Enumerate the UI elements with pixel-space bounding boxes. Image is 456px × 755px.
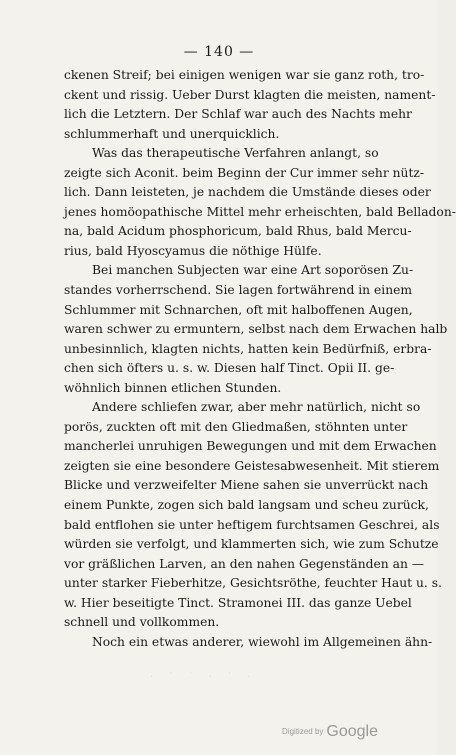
text-line: Blicke und verzweifelter Miene sahen sie unverrückt nach xyxy=(64,478,429,493)
text-line: chen sich öfters u. s. w. Diesen half Tinct. Opii II. ge- xyxy=(64,361,395,376)
text-line: wöhnlich binnen etlichen Stunden. xyxy=(64,380,282,395)
bleed-through-smudge: · ˙ ˙ · ˙ · xyxy=(150,672,257,683)
paragraph-start-line: Bei manchen Subjecten war eine Art soporösen Zu- xyxy=(92,263,414,278)
text-line: na, bald Acidum phosphoricum, bald Rhus, bald Mercu- xyxy=(64,224,412,239)
watermark-brand: Google xyxy=(326,723,378,740)
text-line: lich die Letztern. Der Schlaf war auch des Nachts mehr xyxy=(64,107,412,122)
text-line: unter starker Fieberhitze, Gesichtsröthe, feuchter Haut u. s. xyxy=(64,576,442,591)
paragraph-start-line: Andere schliefen zwar, aber mehr natürlich, nicht so xyxy=(92,400,421,415)
page-number: — 140 — xyxy=(183,44,255,60)
paragraph-start-line: Noch ein etwas anderer, wiewohl im Allgemeinen ähn- xyxy=(92,634,433,649)
text-line: unbesinnlich, klagten nichts, hatten kein Bedürfniß, erbra- xyxy=(64,341,432,356)
text-line: lich. Dann leisteten, je nachdem die Umstände dieses oder xyxy=(64,185,431,200)
text-line: vor gräßlichen Larven, an den nahen Gegenständen an — xyxy=(64,556,425,571)
text-line: waren schwer zu ermuntern, selbst nach dem Erwachen halb xyxy=(64,322,448,337)
text-line: standes vorherrschend. Sie lagen fortwährend in einem xyxy=(64,283,413,298)
text-line: Schlummer mit Schnarchen, oft mit halboffenen Augen, xyxy=(64,302,413,317)
text-line: porös, zuckten oft mit den Gliedmaßen, stöhnten unter xyxy=(64,419,408,434)
digitized-by-google-watermark xyxy=(282,723,378,741)
text-line: mancherlei unruhigen Bewegungen und mit dem Erwachen xyxy=(64,439,437,454)
text-line: ckent und rissig. Ueber Durst klagten die meisten, nament- xyxy=(64,87,436,102)
text-line: einem Punkte, zogen sich bald langsam und scheu zurück, xyxy=(64,498,429,513)
text-line: schlummerhaft und unerquicklich. xyxy=(64,126,280,141)
text-line: würden sie verfolgt, und klammerten sich, wie zum Schutze xyxy=(64,537,439,552)
body-text xyxy=(64,66,456,652)
text-line: jenes homöopathische Mittel mehr erheischten, bald Belladon- xyxy=(64,204,456,219)
watermark-prefix: Digitized by xyxy=(282,727,324,737)
text-line: zeigten sie eine besondere Geistesabwesenheit. Mit stierem xyxy=(64,458,440,473)
paragraph-start-line: Was das therapeutische Verfahren anlangt, so xyxy=(92,146,379,161)
text-line: ckenen Streif; bei einigen wenigen war sie ganz roth, tro- xyxy=(64,68,425,82)
text-line: rius, bald Hyoscyamus die nöthige Hülfe. xyxy=(64,243,322,258)
text-line: w. Hier beseitigte Tinct. Stramonei III. das ganze Uebel xyxy=(64,595,412,610)
text-line: zeigte sich Aconit. beim Beginn der Cur immer sehr nütz- xyxy=(64,165,425,180)
text-line: bald entflohen sie unter heftigem furchtsamen Geschrei, als xyxy=(64,517,440,532)
text-line: schnell und vollkommen. xyxy=(64,615,220,630)
